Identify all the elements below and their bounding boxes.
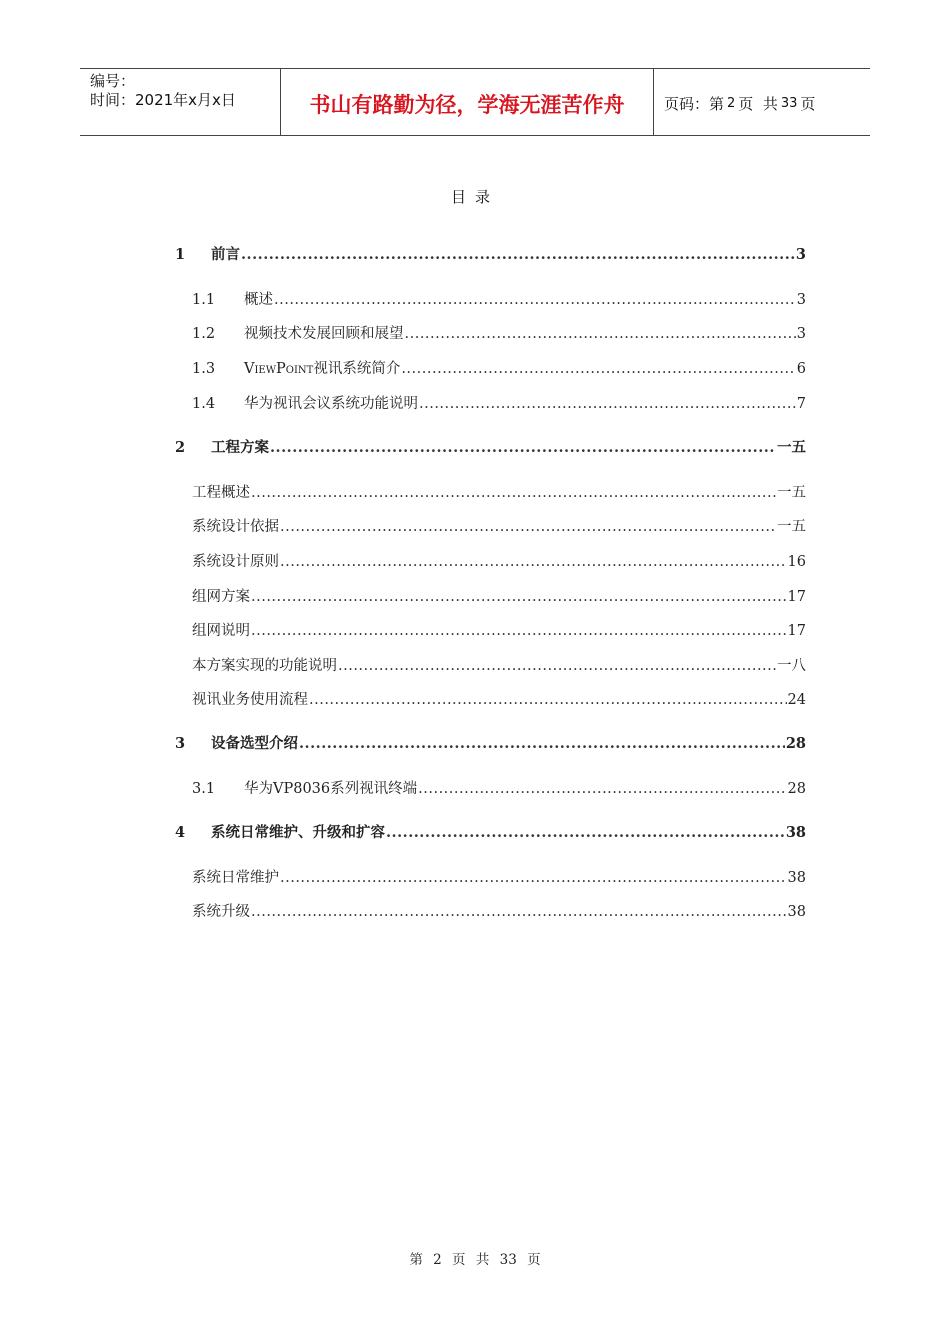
toc-dot-leader bbox=[251, 589, 787, 605]
toc-dot-leader bbox=[280, 519, 776, 535]
toc-entry-number: 1 bbox=[175, 246, 186, 263]
toc-entry[interactable] bbox=[192, 654, 806, 675]
toc-dot-leader bbox=[251, 623, 787, 639]
toc-entry[interactable] bbox=[192, 392, 806, 413]
toc-entry[interactable] bbox=[175, 732, 806, 753]
toc-entry-page: 17 bbox=[787, 623, 806, 639]
page-footer: 第 2 页 共 33 页 bbox=[409, 1252, 541, 1268]
toc-entry[interactable] bbox=[192, 357, 806, 378]
toc-entry-title: 视讯业务使用流程 bbox=[192, 692, 308, 708]
toc-entry-title: 工程概述 bbox=[192, 485, 250, 501]
page-prefix: 页码：第 bbox=[664, 94, 725, 113]
page-suffix: 页 bbox=[800, 94, 816, 113]
header-page-indicator bbox=[654, 69, 870, 135]
toc-entry-number: 1.2 bbox=[192, 326, 216, 342]
toc-entry-number: 1.1 bbox=[192, 292, 216, 308]
toc-dot-leader bbox=[299, 735, 785, 752]
toc-entry[interactable] bbox=[192, 777, 806, 798]
toc-entry-title: 系统设计依据 bbox=[192, 519, 279, 535]
toc-entry-page: 24 bbox=[787, 692, 806, 708]
toc-dot-leader bbox=[251, 904, 787, 920]
toc-entry-title: 华为视讯会议系统功能说明 bbox=[244, 396, 418, 412]
toc-entry-title: 系统设计原则 bbox=[192, 554, 279, 570]
toc-entry[interactable] bbox=[192, 288, 806, 309]
toc-entry-title: 系统日常维护 bbox=[192, 870, 279, 886]
toc-dot-leader bbox=[405, 326, 796, 342]
toc-entry-page: 17 bbox=[787, 589, 806, 605]
toc-entry-number: 1.3 bbox=[192, 361, 216, 377]
toc-entry[interactable] bbox=[192, 322, 806, 343]
document-code-label: 编号： bbox=[90, 72, 136, 90]
toc-entry-number: 3 bbox=[175, 735, 186, 752]
document-date: 时间：2021年x月x日 bbox=[90, 91, 236, 109]
toc-dot-leader bbox=[274, 292, 796, 308]
toc-entry[interactable] bbox=[175, 243, 806, 264]
toc-entry[interactable] bbox=[192, 900, 806, 921]
toc-dot-leader bbox=[241, 246, 795, 263]
toc-entry-title: 概述 bbox=[244, 292, 273, 308]
toc-dot-leader bbox=[280, 554, 787, 570]
toc-dot-leader bbox=[419, 396, 796, 412]
toc-entry[interactable] bbox=[175, 821, 806, 842]
toc-entry-page: 6 bbox=[796, 361, 806, 377]
toc-dot-leader bbox=[418, 781, 786, 797]
toc-entry-page: 38 bbox=[787, 870, 806, 886]
toc-entry[interactable] bbox=[192, 585, 806, 606]
toc-dot-leader bbox=[280, 870, 787, 886]
toc-entry-number: 2 bbox=[175, 439, 186, 456]
toc-entry-page: 28 bbox=[785, 735, 806, 752]
toc-entry-page: 一五 bbox=[777, 439, 806, 456]
toc-dot-leader bbox=[309, 692, 787, 708]
toc-entry-page: 一五 bbox=[777, 485, 806, 501]
toc-entry-title: 系统升级 bbox=[192, 904, 250, 920]
page-header bbox=[80, 68, 870, 136]
toc-entry-page: 3 bbox=[796, 292, 806, 308]
toc-dot-leader bbox=[270, 439, 776, 456]
toc-entry-page: 3 bbox=[795, 246, 806, 263]
toc-dot-leader bbox=[251, 485, 776, 501]
toc-entry-number: 4 bbox=[175, 824, 186, 841]
toc-entry-title: 视频技术发展回顾和展望 bbox=[244, 326, 404, 342]
toc-entry-page: 7 bbox=[796, 396, 806, 412]
toc-entry-page: 一八 bbox=[777, 658, 806, 674]
toc-entry-title: 华为VP8036系列视讯终端 bbox=[244, 781, 418, 797]
toc-dot-leader bbox=[386, 824, 785, 841]
page-middle: 页 共 bbox=[738, 94, 778, 113]
toc-entry-title: 设备选型介绍 bbox=[211, 735, 298, 752]
toc-entry-page: 16 bbox=[787, 554, 806, 570]
product-name: ViewPoint bbox=[244, 361, 314, 377]
header-motto: 书山有路勤为径，学海无涯苦作舟 bbox=[281, 69, 654, 135]
toc-entry-title: ViewPoint视讯系统简介 bbox=[244, 361, 401, 377]
toc-entry-title: 前言 bbox=[211, 246, 240, 263]
toc-entry[interactable] bbox=[175, 436, 806, 457]
toc-dot-leader bbox=[401, 361, 795, 377]
toc-entry-page: 28 bbox=[787, 781, 806, 797]
toc-entry-page: 一五 bbox=[777, 519, 806, 535]
toc-entry[interactable] bbox=[192, 688, 806, 709]
toc-entry-page: 38 bbox=[785, 824, 806, 841]
toc-entry-title: 组网方案 bbox=[192, 589, 250, 605]
header-info-cell bbox=[80, 69, 281, 135]
toc-entry-number: 1.4 bbox=[192, 396, 216, 412]
toc-entry[interactable] bbox=[192, 515, 806, 536]
toc-entry[interactable] bbox=[192, 550, 806, 571]
page-current: 2 bbox=[727, 95, 736, 111]
toc-title: 目录 bbox=[450, 188, 499, 206]
toc-entry-title: 本方案实现的功能说明 bbox=[192, 658, 337, 674]
toc-entry-number: 3.1 bbox=[192, 781, 216, 797]
toc-entry-title: 系统日常维护、升级和扩容 bbox=[211, 824, 385, 841]
toc-dot-leader bbox=[338, 658, 776, 674]
toc-entry-page: 3 bbox=[796, 326, 806, 342]
toc-entry[interactable] bbox=[192, 619, 806, 640]
toc-entry[interactable] bbox=[192, 866, 806, 887]
page-total: 33 bbox=[780, 95, 798, 111]
toc-entry[interactable] bbox=[192, 481, 806, 502]
toc-entry-page: 38 bbox=[787, 904, 806, 920]
toc-entry-title: 组网说明 bbox=[192, 623, 250, 639]
toc-entry-title: 工程方案 bbox=[211, 439, 269, 456]
